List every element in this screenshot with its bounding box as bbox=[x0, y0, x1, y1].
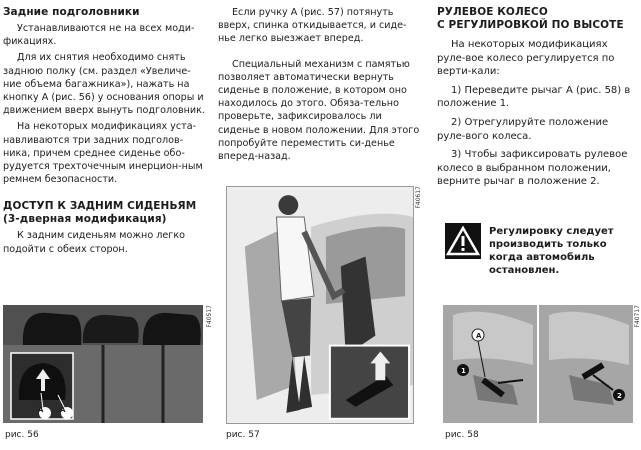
step-2: 2) Отрегулируйте положение руле-вого колеса. bbox=[437, 116, 609, 142]
figure-57-caption: рис. 57 bbox=[226, 430, 260, 440]
figure-code: F40617 bbox=[415, 186, 422, 209]
paragraph: На некоторых модификациях уста-навливаются три задних подголов-ника, причем среднее сиденье обо-рудуется трехточечным инерцион-ным ремнем безопасности. bbox=[3, 121, 203, 186]
label-a: A bbox=[60, 406, 66, 414]
column-left bbox=[3, 0, 208, 256]
steering-lever-illustration bbox=[443, 305, 633, 423]
figure-56-caption: рис. 56 bbox=[5, 430, 39, 440]
step-1: 1) Переведите рычаг А (рис. 58) в положение 1. bbox=[437, 84, 631, 110]
paragraph: Для их снятия необходимо снять заднюю полку (см. раздел «Увеличе-ние объема багажника»), нажать на кнопку А (рис. 56) у основания опоры и движением вверх вынуть подголовник. bbox=[3, 52, 205, 117]
headrests-illustration bbox=[3, 305, 203, 423]
step-3: 3) Чтобы зафиксировать рулевое колесо в выбранном положении, верните рычаг в положение 2. bbox=[437, 149, 628, 188]
paragraph: Устанавливаются не на всех моди-фикациях. bbox=[3, 23, 195, 48]
label-position-1: 1 bbox=[461, 367, 466, 375]
label-position-2: 2 bbox=[617, 392, 622, 400]
warning-text: Регулировку следует производить только когда автомобиль остановлен. bbox=[489, 226, 614, 276]
warning-triangle-icon bbox=[445, 223, 481, 259]
column-right bbox=[437, 0, 638, 189]
figure-57-car-door bbox=[226, 186, 414, 424]
heading-rear-seat-access: ДОСТУП К ЗАДНИМ СИДЕНЬЯМ bbox=[3, 200, 197, 213]
heading-rear-headrests: Задние подголовники bbox=[3, 6, 140, 18]
paragraph: Специальный механизм с памятью позволяет автоматически вернуть сиденье в положение, в котором оно находилось до этого. Обяза-тельно проверьте, зафиксировалось ли сиденье в новом положении. Для этого попробуйте переместить си-денье вперед-назад. bbox=[218, 58, 420, 163]
figure-58-caption: рис. 58 bbox=[445, 430, 479, 440]
car-door-illustration bbox=[227, 187, 413, 423]
heading-height-adjust: С РЕГУЛИРОВКОЙ ПО ВЫСОТЕ bbox=[437, 19, 624, 31]
label-a: A bbox=[476, 332, 482, 340]
label-a: A bbox=[38, 406, 44, 414]
heading-steering-wheel: РУЛЕВОЕ КОЛЕСО bbox=[437, 6, 548, 18]
paragraph: К задним сиденьям можно легко подойти с обеих сторон. bbox=[3, 230, 185, 255]
paragraph: На некоторых модификациях руле-вое колесо регулируется по верти-кали: bbox=[437, 39, 615, 78]
figure-56-headrests bbox=[3, 305, 203, 423]
figure-58-steering-lever bbox=[443, 305, 633, 423]
heading-subtitle: (3-дверная модификация) bbox=[3, 213, 167, 226]
paragraph: Если ручку А (рис. 57) потянуть вверх, спинка откидывается, и сиде-нье легко выезжает вперед. bbox=[218, 7, 407, 45]
figure-code: F40517 bbox=[206, 305, 213, 328]
column-middle bbox=[218, 0, 420, 163]
warning-box bbox=[445, 219, 635, 276]
figure-code: F40717 bbox=[634, 305, 641, 328]
